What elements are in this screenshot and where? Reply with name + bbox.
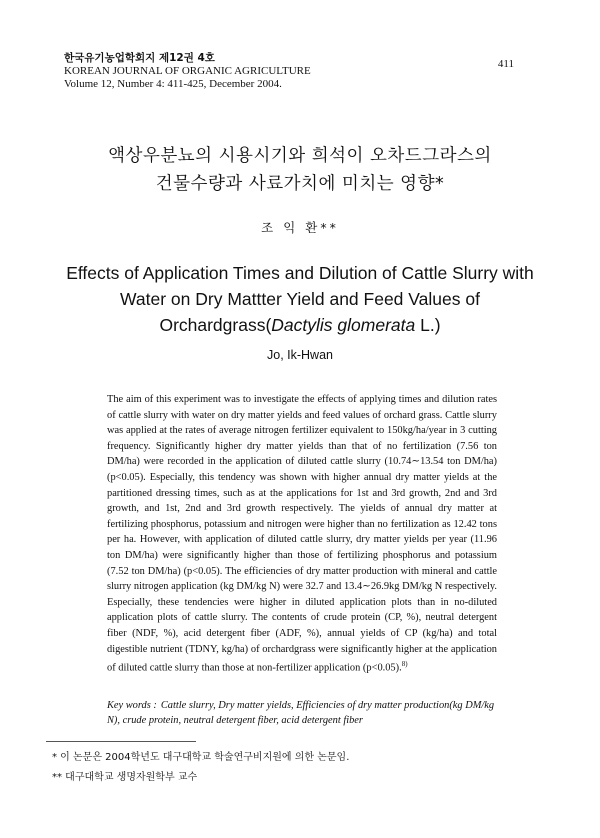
abstract [107, 392, 497, 676]
journal-header [64, 52, 311, 91]
footnote-affiliation: ** 대구대학교 생명자원학부 교수 [52, 772, 198, 783]
title-english-line1: Effects of Application Times and Dilution of Cattle Slurry with [66, 263, 534, 283]
title-english [0, 260, 600, 338]
journal-name-korean: 한국유기농업학회지 제12권 4호 [64, 52, 215, 64]
page-number: 411 [497, 58, 514, 70]
title-korean [0, 142, 600, 198]
abstract-note: 8) [401, 660, 408, 669]
keywords [107, 698, 499, 728]
author-korean: 조 익 환** [261, 220, 339, 235]
keywords-label: Key words : [107, 700, 157, 711]
title-line3-prefix: Orchardgrass( [159, 315, 272, 335]
footnote-funding: * 이 논문은 2004학년도 대구대학교 학술연구비지원에 의한 논문임. [52, 752, 350, 763]
species-name: Dactylis glomerata [271, 315, 416, 335]
journal-name-english: KOREAN JOURNAL OF ORGANIC AGRICULTURE [64, 65, 311, 77]
abstract-text: The aim of this experiment was to investigate the effects of applying times and dilution rates of cattle slurry with water on dry matter yields and feed values of orchard grass. Cattle slurry was applied at the rates of average nitrogen fertilizer equivalent to 150kg/ha/year in 3 cutting frequency. Significantly higher dry matter yields than that of no fertilization (7.56 ton DM/ha) were recorded in the application of diluted cattle slurry (10.74∼13.54 ton DM/ha) (p<0.05). Especially, this tendency was shown with higher annual dry matter yields at the partitioned dressing times, such as at the applications for 1st and 3rd growth, 2nd and 3rd growth, and 1st, 2nd and 3rd growth respectively. The yields of annual dry matter at fertilizing phosphorus, potassium and nitrogen were higher than no fertilization as 12.42 tons per ha. However, with application of diluted cattle slurry, dry matter yields per year (11.96 ton DM/ha) were significantly higher than those of fertilizing phosphorus and potassium (7.52 ton DM/ha) (p<0.05). The efficiencies of dry matter production with mineral and cattle slurry nitrogen application (kg DM/kg N) were 32.7 and 13.4∼26.9kg DM/kg N respectively. Especially, these tendencies were higher in diluted application plots than in no-diluted application plots of cattle slurry. The contents of crude protein (CP, %), neutral detergent fiber (NDF, %), acid detergent fiber (ADF, %), annual yields of CP (kg/ha) and total digestible nutrient (TDNY, kg/ha) of orchardgrass were significantly higher at the application of diluted cattle slurry than those at non-fertilizer application (p<0.05). [107, 394, 497, 674]
title-korean-line1: 액상우분뇨의 시용시기와 희석이 오차드그라스의 [108, 146, 492, 166]
footnote-divider [46, 741, 196, 742]
author-english: Jo, Ik-Hwan [267, 348, 333, 362]
keywords-text: Cattle slurry, Dry matter yields, Efficiencies of dry matter production(kg DM/kg N), crude protein, neutral detergent fiber, acid detergent fiber [107, 700, 495, 726]
title-english-line3 [0, 312, 600, 338]
title-english-line2: Water on Dry Mattter Yield and Feed Values of [120, 289, 480, 309]
volume-info: Volume 12, Number 4: 411-425, December 2004. [64, 78, 282, 90]
footnotes [52, 748, 349, 788]
title-line3-suffix: L.) [415, 315, 441, 335]
title-korean-line2: 건물수량과 사료가치에 미치는 영향* [155, 174, 445, 194]
